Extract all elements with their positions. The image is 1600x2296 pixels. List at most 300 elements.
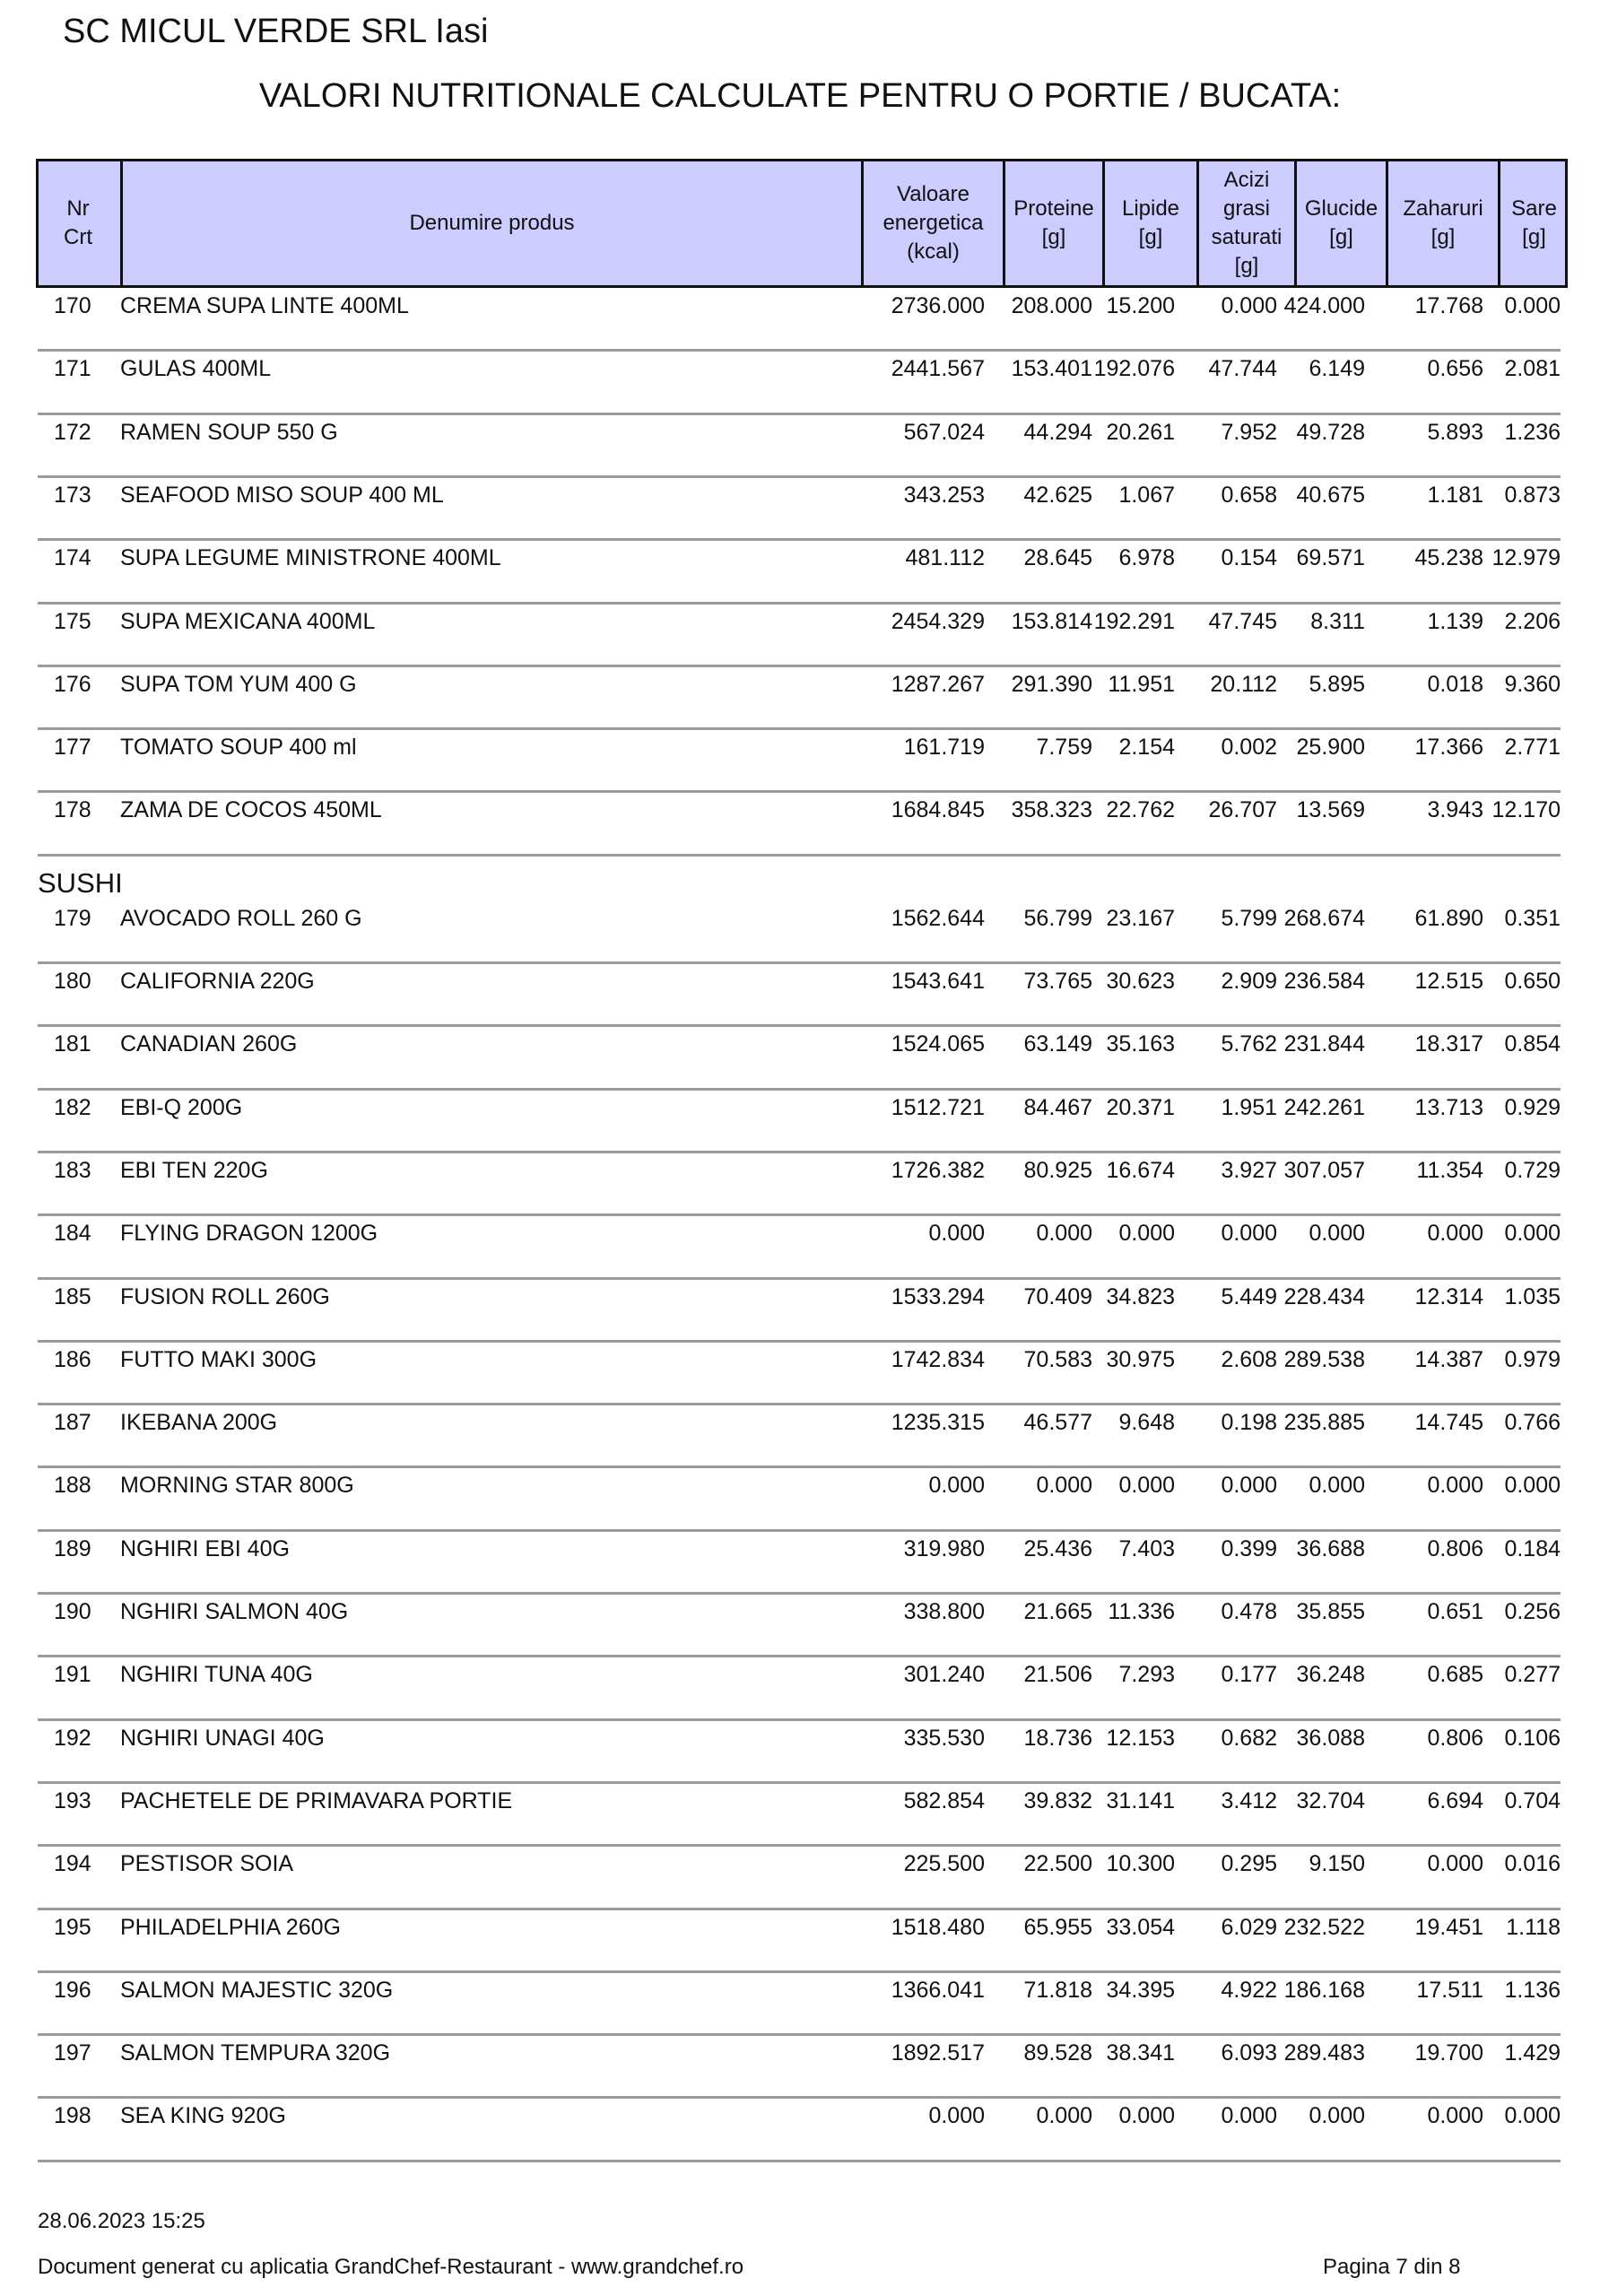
cell-proteine: 21.506: [1023, 1662, 1092, 1688]
cell-denumire-produs: CALIFORNIA 220G: [120, 969, 315, 994]
cell-acizi-grasi-saturati: 2.909: [1221, 969, 1277, 994]
cell-denumire-produs: TOMATO SOUP 400 ml: [120, 735, 357, 761]
cell-glucide: 242.261: [1283, 1094, 1365, 1120]
cell-acizi-grasi-saturati: 4.922: [1221, 1977, 1277, 2003]
cell-lipide: 16.674: [1106, 1157, 1175, 1183]
cell-valoare-energetica: 1562.644: [891, 905, 985, 931]
cell-valoare-energetica: 1512.721: [891, 1094, 985, 1120]
cell-lipide: 22.762: [1106, 797, 1175, 823]
cell-zaharuri: 3.943: [1427, 797, 1483, 823]
cell-glucide: 69.571: [1296, 545, 1365, 571]
cell-sare: 2.081: [1504, 356, 1561, 382]
cell-nr-crt: 192: [54, 1725, 91, 1751]
cell-lipide: 192.291: [1093, 608, 1175, 634]
row-divider: [38, 1024, 1561, 1027]
cell-nr-crt: 173: [54, 482, 91, 508]
table-row: [0, 1410, 1600, 1437]
cell-sare: 0.979: [1504, 1346, 1561, 1372]
cell-acizi-grasi-saturati: 6.093: [1221, 2040, 1277, 2066]
cell-proteine: 70.583: [1023, 1346, 1092, 1372]
cell-denumire-produs: IKEBANA 200G: [120, 1410, 278, 1436]
cell-nr-crt: 195: [54, 1914, 91, 1940]
cell-glucide: 186.168: [1283, 1977, 1365, 2003]
cell-zaharuri: 6.694: [1427, 1787, 1483, 1813]
table-row: [0, 2040, 1600, 2067]
cell-glucide: 424.000: [1283, 293, 1365, 318]
cell-glucide: 9.150: [1309, 1851, 1365, 1877]
column-header-zaharuri: [1386, 161, 1498, 285]
cell-acizi-grasi-saturati: 47.745: [1208, 608, 1277, 634]
cell-acizi-grasi-saturati: 0.478: [1221, 1599, 1277, 1624]
cell-valoare-energetica: 1287.267: [891, 671, 985, 697]
cell-glucide: 32.704: [1296, 1787, 1365, 1813]
cell-acizi-grasi-saturati: 0.198: [1221, 1410, 1277, 1436]
cell-valoare-energetica: 1684.845: [891, 797, 985, 823]
cell-proteine: 18.736: [1023, 1725, 1092, 1751]
cell-denumire-produs: ZAMA DE COCOS 450ML: [120, 797, 382, 823]
cell-acizi-grasi-saturati: 0.295: [1221, 1851, 1277, 1877]
cell-sare: 0.184: [1504, 1535, 1561, 1561]
cell-valoare-energetica: 2441.567: [891, 356, 985, 382]
cell-glucide: 36.248: [1296, 1662, 1365, 1688]
cell-sare: 0.016: [1504, 1851, 1561, 1877]
cell-proteine: 153.814: [1011, 608, 1092, 634]
cell-acizi-grasi-saturati: 3.927: [1221, 1157, 1277, 1183]
cell-valoare-energetica: 1366.041: [891, 1977, 985, 2003]
cell-valoare-energetica: 0.000: [928, 1221, 985, 1247]
row-divider: [38, 1970, 1561, 1973]
cell-nr-crt: 176: [54, 671, 91, 697]
cell-lipide: 38.341: [1106, 2040, 1175, 2066]
cell-denumire-produs: FLYING DRAGON 1200G: [120, 1221, 378, 1247]
cell-glucide: 36.088: [1296, 1725, 1365, 1751]
cell-nr-crt: 189: [54, 1535, 91, 1561]
row-divider: [38, 349, 1561, 352]
table-row: [0, 672, 1600, 699]
cell-nr-crt: 181: [54, 1031, 91, 1057]
cell-denumire-produs: NGHIRI EBI 40G: [120, 1535, 290, 1561]
cell-valoare-energetica: 582.854: [903, 1787, 985, 1813]
row-divider: [38, 475, 1561, 478]
table-row: [0, 609, 1600, 636]
cell-sare: 0.766: [1504, 1410, 1561, 1436]
cell-acizi-grasi-saturati: 0.399: [1221, 1535, 1277, 1561]
cell-zaharuri: 45.238: [1414, 545, 1483, 571]
row-divider: [38, 1592, 1561, 1595]
table-row: [0, 1915, 1600, 1942]
cell-sare: 2.771: [1504, 735, 1561, 761]
cell-proteine: 44.294: [1023, 419, 1092, 445]
cell-valoare-energetica: 301.240: [903, 1662, 985, 1688]
table-row: [0, 1031, 1600, 1058]
cell-nr-crt: 182: [54, 1094, 91, 1120]
cell-zaharuri: 0.651: [1427, 1599, 1483, 1624]
cell-denumire-produs: SEA KING 920G: [120, 2103, 286, 2129]
column-header-denumire-produs: [120, 161, 861, 285]
cell-lipide: 15.200: [1106, 293, 1175, 318]
cell-glucide: 35.855: [1296, 1599, 1365, 1624]
cell-acizi-grasi-saturati: 0.154: [1221, 545, 1277, 571]
cell-lipide: 34.395: [1106, 1977, 1175, 2003]
column-header-label: Acizi grasi saturati [g]: [1211, 168, 1283, 278]
cell-acizi-grasi-saturati: 1.951: [1221, 1094, 1277, 1120]
cell-denumire-produs: EBI TEN 220G: [120, 1157, 268, 1183]
cell-zaharuri: 0.000: [1427, 1851, 1483, 1877]
cell-zaharuri: 0.806: [1427, 1535, 1483, 1561]
row-divider: [38, 538, 1561, 541]
cell-sare: 12.979: [1491, 545, 1561, 571]
row-divider: [38, 413, 1561, 415]
cell-denumire-produs: AVOCADO ROLL 260 G: [120, 905, 362, 931]
cell-denumire-produs: NGHIRI SALMON 40G: [120, 1599, 349, 1624]
cell-denumire-produs: PACHETELE DE PRIMAVARA PORTIE: [120, 1787, 513, 1813]
cell-zaharuri: 0.000: [1427, 2103, 1483, 2129]
column-header-label: Sare [g]: [1511, 196, 1557, 249]
cell-nr-crt: 191: [54, 1662, 91, 1688]
cell-valoare-energetica: 1726.382: [891, 1157, 985, 1183]
cell-acizi-grasi-saturati: 7.952: [1221, 419, 1277, 445]
column-header-glucide: [1294, 161, 1386, 285]
cell-sare: 0.106: [1504, 1725, 1561, 1751]
column-header-label: Denumire produs: [409, 211, 575, 235]
cell-valoare-energetica: 161.719: [903, 735, 985, 761]
cell-nr-crt: 185: [54, 1283, 91, 1309]
table-row: [0, 356, 1600, 383]
cell-acizi-grasi-saturati: 0.002: [1221, 735, 1277, 761]
cell-denumire-produs: PHILADELPHIA 260G: [120, 1914, 341, 1940]
cell-proteine: 22.500: [1023, 1851, 1092, 1877]
cell-sare: 12.170: [1491, 797, 1561, 823]
row-divider: [38, 727, 1561, 730]
cell-sare: 0.650: [1504, 969, 1561, 994]
cell-nr-crt: 183: [54, 1157, 91, 1183]
cell-nr-crt: 196: [54, 1977, 91, 2003]
table-row: [0, 1473, 1600, 1500]
table-row: [0, 1536, 1600, 1563]
cell-acizi-grasi-saturati: 47.744: [1208, 356, 1277, 382]
cell-lipide: 9.648: [1118, 1410, 1175, 1436]
cell-zaharuri: 17.366: [1414, 735, 1483, 761]
cell-proteine: 25.436: [1023, 1535, 1092, 1561]
cell-zaharuri: 1.181: [1427, 482, 1483, 508]
cell-denumire-produs: SALMON MAJESTIC 320G: [120, 1977, 394, 2003]
cell-lipide: 192.076: [1093, 356, 1175, 382]
cell-proteine: 70.409: [1023, 1283, 1092, 1309]
row-divider: [38, 1213, 1561, 1216]
row-divider: [38, 2160, 1561, 2162]
cell-lipide: 10.300: [1106, 1851, 1175, 1877]
cell-lipide: 7.293: [1118, 1662, 1175, 1688]
cell-lipide: 23.167: [1106, 905, 1175, 931]
cell-proteine: 291.390: [1011, 671, 1092, 697]
cell-lipide: 30.975: [1106, 1346, 1175, 1372]
cell-sare: 9.360: [1504, 671, 1561, 697]
cell-zaharuri: 18.317: [1414, 1031, 1483, 1057]
group-header: SUSHI: [38, 866, 123, 899]
cell-zaharuri: 1.139: [1427, 608, 1483, 634]
cell-sare: 1.136: [1504, 1977, 1561, 2003]
column-header-sare: [1498, 161, 1568, 285]
cell-proteine: 39.832: [1023, 1787, 1092, 1813]
table-row: [0, 1662, 1600, 1689]
cell-valoare-energetica: 2454.329: [891, 608, 985, 634]
cell-zaharuri: 0.806: [1427, 1725, 1483, 1751]
cell-lipide: 6.978: [1118, 545, 1175, 571]
cell-sare: 0.351: [1504, 905, 1561, 931]
cell-acizi-grasi-saturati: 0.177: [1221, 1662, 1277, 1688]
cell-zaharuri: 14.387: [1414, 1346, 1483, 1372]
column-header-nr-crt: [36, 161, 120, 285]
cell-sare: 0.256: [1504, 1599, 1561, 1624]
cell-nr-crt: 171: [54, 356, 91, 382]
cell-lipide: 12.153: [1106, 1725, 1175, 1751]
cell-valoare-energetica: 338.800: [903, 1599, 985, 1624]
table-row: [0, 1978, 1600, 2005]
column-header-label: Nr Crt: [64, 196, 92, 249]
footer-generated-by: Document generat cu aplicatia GrandChef-Restaurant - www.grandchef.ro: [38, 2255, 744, 2279]
cell-sare: 1.035: [1504, 1283, 1561, 1309]
cell-denumire-produs: RAMEN SOUP 550 G: [120, 419, 338, 445]
row-divider: [38, 1340, 1561, 1343]
cell-proteine: 89.528: [1023, 2040, 1092, 2066]
cell-lipide: 1.067: [1118, 482, 1175, 508]
cell-nr-crt: 188: [54, 1473, 91, 1499]
cell-zaharuri: 11.354: [1416, 1157, 1483, 1183]
cell-nr-crt: 187: [54, 1410, 91, 1436]
cell-lipide: 11.951: [1108, 671, 1175, 697]
cell-zaharuri: 0.656: [1427, 356, 1483, 382]
cell-proteine: 0.000: [1036, 1473, 1092, 1499]
cell-valoare-energetica: 0.000: [928, 2103, 985, 2129]
cell-acizi-grasi-saturati: 26.707: [1208, 797, 1277, 823]
table-row: [0, 420, 1600, 447]
cell-valoare-energetica: 481.112: [905, 545, 985, 571]
table-row: [0, 545, 1600, 572]
column-header-label: Glucide [g]: [1304, 196, 1378, 249]
column-header-lipide: [1102, 161, 1196, 285]
cell-lipide: 7.403: [1118, 1535, 1175, 1561]
row-divider: [38, 1151, 1561, 1153]
cell-sare: 0.000: [1504, 1221, 1561, 1247]
cell-acizi-grasi-saturati: 5.762: [1221, 1031, 1277, 1057]
cell-proteine: 46.577: [1023, 1410, 1092, 1436]
cell-sare: 0.000: [1504, 1473, 1561, 1499]
table-row: [0, 2103, 1600, 2130]
cell-denumire-produs: EBI-Q 200G: [120, 1094, 243, 1120]
cell-proteine: 73.765: [1023, 969, 1092, 994]
table-header: [36, 159, 1568, 288]
cell-nr-crt: 170: [54, 293, 91, 318]
cell-zaharuri: 14.745: [1414, 1410, 1483, 1436]
cell-glucide: 289.483: [1283, 2040, 1365, 2066]
cell-denumire-produs: PESTISOR SOIA: [120, 1851, 294, 1877]
cell-denumire-produs: SUPA MEXICANA 400ML: [120, 608, 376, 634]
cell-sare: 0.277: [1504, 1662, 1561, 1688]
cell-proteine: 84.467: [1023, 1094, 1092, 1120]
footer-datetime: 28.06.2023 15:25: [38, 2209, 205, 2233]
cell-lipide: 2.154: [1118, 735, 1175, 761]
cell-acizi-grasi-saturati: 0.000: [1221, 293, 1277, 318]
row-divider: [38, 961, 1561, 964]
cell-valoare-energetica: 1543.641: [891, 969, 985, 994]
cell-lipide: 31.141: [1106, 1787, 1175, 1813]
cell-zaharuri: 0.018: [1427, 671, 1483, 697]
cell-lipide: 0.000: [1118, 2103, 1175, 2129]
cell-sare: 0.704: [1504, 1787, 1561, 1813]
page-number: Pagina 7 din 8: [1323, 2255, 1461, 2279]
cell-acizi-grasi-saturati: 20.112: [1210, 671, 1277, 697]
cell-denumire-produs: SUPA LEGUME MINISTRONE 400ML: [120, 545, 501, 571]
row-divider: [38, 854, 1561, 857]
cell-nr-crt: 197: [54, 2040, 91, 2066]
row-divider: [38, 2096, 1561, 2099]
row-divider: [38, 1465, 1561, 1468]
cell-sare: 1.118: [1506, 1914, 1561, 1940]
cell-zaharuri: 12.314: [1414, 1283, 1483, 1309]
cell-denumire-produs: NGHIRI TUNA 40G: [120, 1662, 313, 1688]
cell-acizi-grasi-saturati: 2.608: [1221, 1346, 1277, 1372]
cell-denumire-produs: FUTTO MAKI 300G: [120, 1346, 317, 1372]
row-divider: [38, 1088, 1561, 1091]
cell-glucide: 289.538: [1283, 1346, 1365, 1372]
table-row: [0, 1788, 1600, 1815]
cell-proteine: 358.323: [1011, 797, 1092, 823]
cell-acizi-grasi-saturati: 0.000: [1221, 1473, 1277, 1499]
cell-valoare-energetica: 567.024: [903, 419, 985, 445]
cell-glucide: 5.895: [1309, 671, 1365, 697]
cell-nr-crt: 194: [54, 1851, 91, 1877]
row-divider: [38, 790, 1561, 793]
cell-glucide: 0.000: [1309, 1221, 1365, 1247]
cell-proteine: 208.000: [1011, 293, 1092, 318]
cell-proteine: 56.799: [1023, 905, 1092, 931]
column-header-label: Proteine [g]: [1013, 196, 1094, 249]
row-divider: [38, 602, 1561, 604]
cell-denumire-produs: FUSION ROLL 260G: [120, 1283, 330, 1309]
cell-acizi-grasi-saturati: 5.449: [1221, 1283, 1277, 1309]
row-divider: [38, 1529, 1561, 1532]
table-row: [0, 293, 1600, 320]
cell-nr-crt: 178: [54, 797, 91, 823]
cell-nr-crt: 180: [54, 969, 91, 994]
cell-glucide: 268.674: [1283, 905, 1365, 931]
row-divider: [38, 1844, 1561, 1847]
column-header-label: Valoare energetica (kcal): [883, 182, 984, 264]
cell-zaharuri: 19.700: [1414, 2040, 1483, 2066]
cell-denumire-produs: GULAS 400ML: [120, 356, 272, 382]
cell-sare: 1.236: [1504, 419, 1561, 445]
cell-denumire-produs: CANADIAN 260G: [120, 1031, 298, 1057]
cell-lipide: 0.000: [1118, 1473, 1175, 1499]
cell-lipide: 33.054: [1106, 1914, 1175, 1940]
cell-proteine: 80.925: [1023, 1157, 1092, 1183]
cell-valoare-energetica: 1892.517: [891, 2040, 985, 2066]
table-row: [0, 1726, 1600, 1752]
cell-proteine: 21.665: [1023, 1599, 1092, 1624]
cell-acizi-grasi-saturati: 6.029: [1221, 1914, 1277, 1940]
cell-sare: 2.206: [1504, 608, 1561, 634]
cell-denumire-produs: SALMON TEMPURA 320G: [120, 2040, 391, 2066]
cell-acizi-grasi-saturati: 0.682: [1221, 1725, 1277, 1751]
cell-zaharuri: 17.768: [1414, 293, 1483, 318]
cell-lipide: 35.163: [1106, 1031, 1175, 1057]
row-divider: [38, 1655, 1561, 1657]
cell-glucide: 231.844: [1283, 1031, 1365, 1057]
cell-denumire-produs: SUPA TOM YUM 400 G: [120, 671, 357, 697]
cell-valoare-energetica: 2736.000: [891, 293, 985, 318]
row-divider: [38, 2033, 1561, 2036]
cell-nr-crt: 172: [54, 419, 91, 445]
table-row: [0, 1095, 1600, 1122]
row-divider: [38, 1908, 1561, 1910]
column-header-acizi-grasi-saturati: [1196, 161, 1294, 285]
cell-acizi-grasi-saturati: 0.658: [1221, 482, 1277, 508]
row-divider: [38, 1403, 1561, 1405]
cell-sare: 0.929: [1504, 1094, 1561, 1120]
page-title: VALORI NUTRITIONALE CALCULATE PENTRU O PORTIE / BUCATA:: [258, 77, 1342, 115]
cell-lipide: 30.623: [1106, 969, 1175, 994]
table-row: [0, 735, 1600, 761]
cell-denumire-produs: CREMA SUPA LINTE 400ML: [120, 293, 409, 318]
cell-acizi-grasi-saturati: 0.000: [1221, 2103, 1277, 2129]
cell-zaharuri: 5.893: [1427, 419, 1483, 445]
cell-proteine: 0.000: [1036, 1221, 1092, 1247]
row-divider: [38, 1277, 1561, 1280]
cell-proteine: 0.000: [1036, 2103, 1092, 2129]
row-divider: [38, 1781, 1561, 1784]
cell-zaharuri: 0.000: [1427, 1221, 1483, 1247]
cell-nr-crt: 190: [54, 1599, 91, 1624]
cell-sare: 0.873: [1504, 482, 1561, 508]
cell-valoare-energetica: 1533.294: [891, 1283, 985, 1309]
cell-lipide: 20.371: [1106, 1094, 1175, 1120]
cell-glucide: 49.728: [1296, 419, 1365, 445]
cell-acizi-grasi-saturati: 5.799: [1221, 905, 1277, 931]
cell-proteine: 28.645: [1023, 545, 1092, 571]
cell-glucide: 13.569: [1296, 797, 1365, 823]
table-row: [0, 969, 1600, 996]
cell-sare: 0.000: [1504, 293, 1561, 318]
cell-zaharuri: 19.451: [1414, 1914, 1483, 1940]
cell-nr-crt: 179: [54, 905, 91, 931]
cell-proteine: 71.818: [1023, 1977, 1092, 2003]
cell-valoare-energetica: 225.500: [903, 1851, 985, 1877]
cell-glucide: 232.522: [1283, 1914, 1365, 1940]
cell-nr-crt: 198: [54, 2103, 91, 2129]
cell-lipide: 34.823: [1106, 1283, 1175, 1309]
cell-nr-crt: 174: [54, 545, 91, 571]
column-header-label: Zaharuri [g]: [1403, 196, 1483, 249]
cell-denumire-produs: NGHIRI UNAGI 40G: [120, 1725, 325, 1751]
row-divider: [38, 1718, 1561, 1721]
cell-proteine: 65.955: [1023, 1914, 1092, 1940]
cell-lipide: 11.336: [1108, 1599, 1175, 1624]
cell-lipide: 20.261: [1106, 419, 1175, 445]
cell-glucide: 36.688: [1296, 1535, 1365, 1561]
cell-zaharuri: 61.890: [1414, 905, 1483, 931]
cell-zaharuri: 0.000: [1427, 1473, 1483, 1499]
cell-valoare-energetica: 0.000: [928, 1473, 985, 1499]
cell-nr-crt: 193: [54, 1787, 91, 1813]
cell-valoare-energetica: 1524.065: [891, 1031, 985, 1057]
cell-denumire-produs: MORNING STAR 800G: [120, 1473, 354, 1499]
cell-proteine: 7.759: [1036, 735, 1092, 761]
cell-valoare-energetica: 1742.834: [891, 1346, 985, 1372]
cell-proteine: 42.625: [1023, 482, 1092, 508]
cell-zaharuri: 13.713: [1414, 1094, 1483, 1120]
cell-valoare-energetica: 319.980: [903, 1535, 985, 1561]
cell-nr-crt: 184: [54, 1221, 91, 1247]
